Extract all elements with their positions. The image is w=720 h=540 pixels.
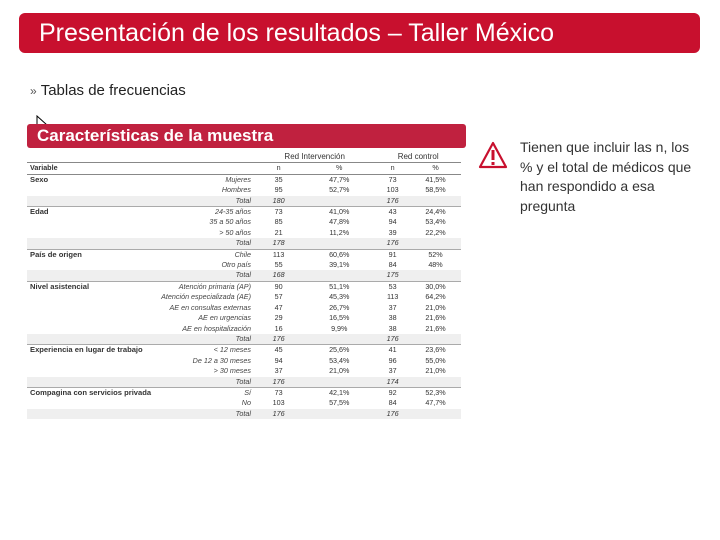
table-header-row xyxy=(27,163,461,174)
cell-n-intervencion: 73 xyxy=(254,207,303,218)
cell-pct-intervencion xyxy=(303,238,375,249)
cell-pct-control xyxy=(410,270,461,281)
cell-pct-intervencion xyxy=(303,409,375,419)
cell-pct-control: 64,2% xyxy=(425,292,446,302)
table-group-header-row xyxy=(27,152,461,163)
cell-pct-control: 47,7% xyxy=(425,398,446,408)
cell-n-control: 94 xyxy=(388,217,397,227)
table-total-row xyxy=(27,238,461,249)
variable-cell xyxy=(27,377,158,388)
category-cell: Total xyxy=(158,409,254,419)
cell-pct-intervencion: 25,6% xyxy=(303,345,375,356)
table-row xyxy=(27,228,461,238)
cell-n-control: 37 xyxy=(388,302,397,312)
cell-n-control: 41 xyxy=(375,345,410,356)
column-header: n xyxy=(254,163,303,174)
cell-pct-control: 30,0% xyxy=(410,281,461,292)
cell-n-control: 174 xyxy=(375,377,410,388)
variable-cell xyxy=(27,409,158,419)
cell-n-intervencion: 85 xyxy=(274,217,283,227)
cell-n-intervencion: 45 xyxy=(254,345,303,356)
cell-n-intervencion: 90 xyxy=(254,281,303,292)
cell-pct-control: 55,0% xyxy=(425,355,446,365)
variable-cell xyxy=(27,334,158,345)
table-row xyxy=(27,366,461,376)
cell-pct-intervencion: 11,2% xyxy=(329,227,350,237)
cell-pct-intervencion: 26,7% xyxy=(329,302,350,312)
variable-cell xyxy=(27,217,158,227)
category-cell: Hombres xyxy=(221,185,251,195)
category-cell: Chile xyxy=(158,249,254,260)
cell-pct-intervencion xyxy=(303,377,375,388)
variable-cell xyxy=(27,270,158,281)
cell-n-intervencion: 57 xyxy=(274,292,283,302)
cell-pct-control: 22,2% xyxy=(425,227,446,237)
table-row xyxy=(27,387,461,398)
table-row xyxy=(27,356,461,366)
column-header: % xyxy=(410,163,461,174)
note-text: Tienen que incluir las n, los % y el total de médicos que han respondido a esa pregunta xyxy=(520,139,692,214)
cell-pct-control: 41,5% xyxy=(410,174,461,185)
variable-cell xyxy=(27,398,158,408)
cell-pct-intervencion xyxy=(303,270,375,281)
cell-n-control: 176 xyxy=(375,238,410,249)
cell-n-intervencion: 113 xyxy=(254,249,303,260)
frequency-table-wrapper xyxy=(27,152,461,419)
cell-n-control: 39 xyxy=(388,227,397,237)
cell-n-intervencion: 176 xyxy=(254,409,303,419)
cell-pct-control: 58,5% xyxy=(425,185,446,195)
category-cell: AE en consultas externas xyxy=(169,302,251,312)
table-total-row xyxy=(27,196,461,207)
cell-n-control: 73 xyxy=(375,174,410,185)
cell-n-intervencion: 47 xyxy=(274,302,283,312)
variable-cell: Compagina con servicios privada xyxy=(27,387,158,398)
category-cell: Total xyxy=(158,270,254,281)
category-cell: De 12 a 30 meses xyxy=(192,355,251,365)
cell-pct-control: 48% xyxy=(428,260,443,270)
variable-cell xyxy=(27,196,158,207)
table-row xyxy=(27,324,461,334)
cell-n-control: 84 xyxy=(388,398,397,408)
cell-n-intervencion: 94 xyxy=(274,355,283,365)
cell-n-intervencion: 21 xyxy=(274,227,283,237)
variable-cell xyxy=(27,260,158,270)
cell-pct-intervencion: 45,3% xyxy=(329,292,350,302)
category-cell: AE en hospitalización xyxy=(182,323,251,333)
cell-n-control: 38 xyxy=(388,323,397,333)
cell-pct-control: 53,4% xyxy=(425,217,446,227)
variable-cell xyxy=(27,292,158,302)
table-total-row xyxy=(27,409,461,419)
cell-pct-control: 21,0% xyxy=(425,302,446,312)
cell-n-control: 37 xyxy=(388,366,397,376)
table-row xyxy=(27,292,461,302)
cell-pct-intervencion: 47,8% xyxy=(329,217,350,227)
cell-pct-intervencion: 16,5% xyxy=(329,313,350,323)
panel-title: Características de la muestra xyxy=(37,126,274,145)
table-row xyxy=(27,174,461,185)
variable-cell xyxy=(27,356,158,366)
variable-cell xyxy=(27,228,158,238)
table-row xyxy=(27,260,461,270)
cell-pct-control: 23,6% xyxy=(410,345,461,356)
table-row xyxy=(27,185,461,195)
cell-n-intervencion: 35 xyxy=(254,174,303,185)
column-header xyxy=(158,163,254,174)
cell-n-intervencion: 178 xyxy=(254,238,303,249)
variable-cell xyxy=(27,324,158,334)
column-header: n xyxy=(375,163,410,174)
category-cell: Otro país xyxy=(221,260,251,270)
title-bar xyxy=(19,13,700,53)
cell-n-control: 92 xyxy=(375,387,410,398)
cell-pct-intervencion: 47,7% xyxy=(303,174,375,185)
cell-n-intervencion: 176 xyxy=(254,377,303,388)
variable-cell: Edad xyxy=(27,207,158,218)
category-cell: Sí xyxy=(158,387,254,398)
cell-pct-control: 21,6% xyxy=(425,313,446,323)
cell-pct-control: 21,0% xyxy=(425,366,446,376)
cell-pct-control xyxy=(410,238,461,249)
table-total-row xyxy=(27,270,461,281)
variable-cell xyxy=(27,185,158,195)
category-cell: < 12 meses xyxy=(158,345,254,356)
cell-pct-intervencion: 9,9% xyxy=(331,323,348,333)
cell-pct-intervencion: 52,7% xyxy=(329,185,350,195)
variable-cell: Experiencia en lugar de trabajo xyxy=(27,345,158,356)
category-cell: 24-35 años xyxy=(158,207,254,218)
category-cell: > 30 meses xyxy=(213,366,251,376)
cell-pct-control xyxy=(410,377,461,388)
cell-n-intervencion: 29 xyxy=(274,313,283,323)
warning-icon xyxy=(478,140,508,170)
cell-n-intervencion: 180 xyxy=(254,196,303,207)
cell-n-control: 43 xyxy=(375,207,410,218)
cell-n-control: 91 xyxy=(375,249,410,260)
cell-n-intervencion: 16 xyxy=(274,323,283,333)
cell-pct-intervencion: 39,1% xyxy=(329,260,350,270)
table-total-row xyxy=(27,377,461,388)
variable-cell xyxy=(27,238,158,249)
cell-n-control: 84 xyxy=(388,260,397,270)
cell-n-intervencion: 37 xyxy=(274,366,283,376)
cell-n-intervencion: 55 xyxy=(274,260,283,270)
category-cell: 35 a 50 años xyxy=(209,217,251,227)
category-cell: Total xyxy=(158,238,254,249)
cell-pct-control: 52,3% xyxy=(410,387,461,398)
category-cell: Total xyxy=(158,377,254,388)
cell-n-control: 113 xyxy=(386,292,399,302)
cell-pct-control xyxy=(410,409,461,419)
category-cell: > 50 años xyxy=(219,227,251,237)
table-row xyxy=(27,217,461,227)
cell-n-intervencion: 176 xyxy=(254,334,303,345)
cell-pct-control: 21,6% xyxy=(425,323,446,333)
cell-pct-control: 24,4% xyxy=(410,207,461,218)
cell-n-control: 96 xyxy=(388,355,397,365)
category-cell: Total xyxy=(158,196,254,207)
table-row xyxy=(27,313,461,323)
frequency-table xyxy=(27,152,461,419)
panel-header xyxy=(27,124,466,148)
cell-n-intervencion: 95 xyxy=(274,185,283,195)
cell-pct-intervencion: 42,1% xyxy=(303,387,375,398)
cell-pct-control xyxy=(410,334,461,345)
table-total-row xyxy=(27,334,461,345)
category-cell: Total xyxy=(158,334,254,345)
column-header: % xyxy=(303,163,375,174)
table-row xyxy=(27,207,461,218)
cell-pct-intervencion: 41,0% xyxy=(303,207,375,218)
category-cell: Mujeres xyxy=(158,174,254,185)
cell-n-control: 103 xyxy=(386,185,399,195)
slide-title: Presentación de los resultados – Taller México xyxy=(39,19,555,47)
table-row xyxy=(27,249,461,260)
variable-cell: Sexo xyxy=(27,174,158,185)
variable-cell xyxy=(27,303,158,313)
cell-pct-intervencion xyxy=(303,196,375,207)
variable-cell: Nivel asistencial xyxy=(27,281,158,292)
table-row xyxy=(27,281,461,292)
table-body xyxy=(27,174,461,419)
cell-pct-control xyxy=(410,196,461,207)
cell-n-control: 176 xyxy=(375,196,410,207)
table-row xyxy=(27,345,461,356)
category-cell: AE en urgencias xyxy=(198,313,251,323)
cell-n-control: 176 xyxy=(375,334,410,345)
table-row xyxy=(27,303,461,313)
cell-n-control: 175 xyxy=(375,270,410,281)
cell-n-intervencion: 73 xyxy=(254,387,303,398)
cell-pct-intervencion: 57,5% xyxy=(329,398,350,408)
cell-pct-intervencion xyxy=(303,334,375,345)
category-cell: Atención especializada (AE) xyxy=(161,292,251,302)
bullet-item xyxy=(30,82,186,99)
category-cell: No xyxy=(241,398,251,408)
variable-cell: País de origen xyxy=(27,249,158,260)
cell-pct-intervencion: 51,1% xyxy=(303,281,375,292)
group-header-intervencion: Red Intervención xyxy=(254,152,375,163)
category-cell: Atención primaria (AP) xyxy=(158,281,254,292)
cell-pct-intervencion: 53,4% xyxy=(329,355,350,365)
cell-n-intervencion: 103 xyxy=(272,398,285,408)
cell-n-intervencion: 168 xyxy=(254,270,303,281)
group-header-control: Red control xyxy=(375,152,461,163)
cell-n-control: 38 xyxy=(388,313,397,323)
chevron-right-icon: » xyxy=(30,84,37,98)
variable-cell xyxy=(27,313,158,323)
cell-n-control: 53 xyxy=(375,281,410,292)
variable-cell xyxy=(27,366,158,376)
table-row xyxy=(27,398,461,408)
cell-n-control: 176 xyxy=(375,409,410,419)
column-header: Variable xyxy=(27,163,158,174)
bullet-text: Tablas de frecuencias xyxy=(40,82,186,99)
cell-pct-control: 52% xyxy=(410,249,461,260)
cell-pct-intervencion: 21,0% xyxy=(329,366,350,376)
cell-pct-intervencion: 60,6% xyxy=(303,249,375,260)
